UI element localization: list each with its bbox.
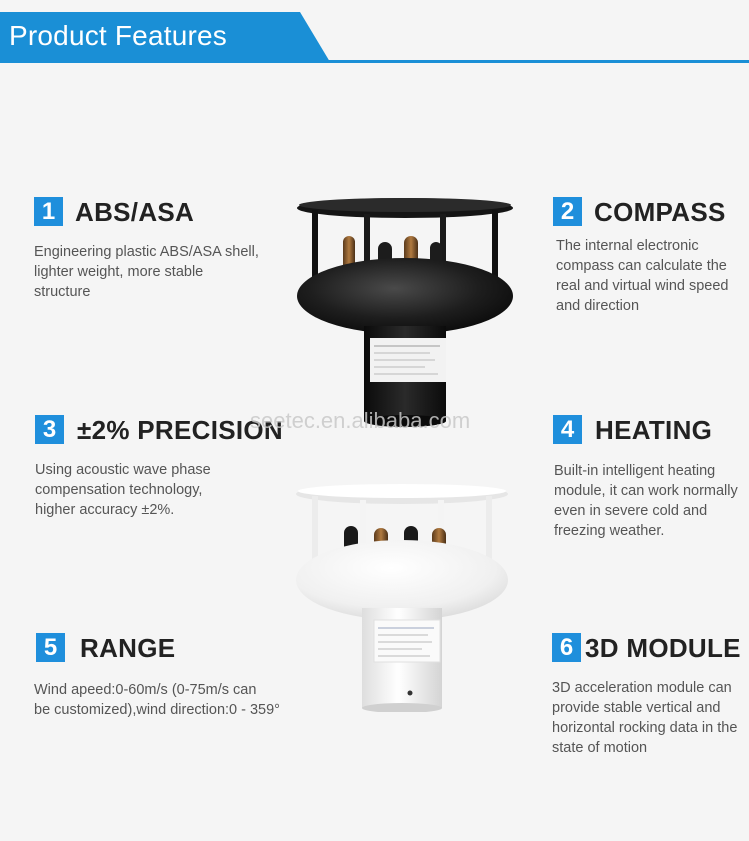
feature-description-line: Engineering plastic ABS/ASA shell, <box>34 244 259 260</box>
feature-title: ±2% PRECISION <box>77 415 283 445</box>
feature-description <box>34 242 284 302</box>
page-title: Product Features <box>9 20 227 51</box>
feature-description <box>552 678 749 758</box>
feature-number-badge: 5 <box>36 633 65 662</box>
feature-description <box>556 236 746 316</box>
watermark: seetec.en.alibaba.com <box>250 408 471 433</box>
white-ultrasonic-sensor-image <box>292 482 512 712</box>
feature-description-line: The internal electronic <box>556 238 699 254</box>
feature-description-line: and direction <box>556 298 640 314</box>
feature-number-badge: 6 <box>552 633 581 662</box>
feature-description-line: provide stable vertical and <box>552 700 721 716</box>
feature-description-line: Built-in intelligent heating <box>554 463 716 479</box>
feature-description <box>35 460 285 520</box>
feature-number-badge: 2 <box>553 197 582 226</box>
black-ultrasonic-sensor-image <box>290 196 520 428</box>
feature-title: HEATING <box>595 415 713 445</box>
feature-number-badge: 1 <box>34 197 63 226</box>
feature-description-line: Wind apeed:0-60m/s (0-75m/s can <box>34 682 257 698</box>
feature-description-line: real and virtual wind speed <box>556 278 729 294</box>
feature-description-line: even in severe cold and <box>554 503 708 519</box>
feature-title: ABS/ASA <box>75 197 195 227</box>
feature-description <box>554 461 749 541</box>
feature-number-badge: 4 <box>553 415 582 444</box>
feature-description-line: higher accuracy ±2%. <box>35 502 175 518</box>
feature-description-line: Using acoustic wave phase <box>35 462 211 478</box>
feature-title: 3D MODULE <box>585 633 741 663</box>
feature-description-line: 3D acceleration module can <box>552 680 732 696</box>
feature-title: RANGE <box>80 633 176 663</box>
feature-description-line: compensation technology, <box>35 482 203 498</box>
feature-description-line: horizontal rocking data in the <box>552 720 738 736</box>
feature-description-line: freezing weather. <box>554 523 665 539</box>
feature-description-line: compass can calculate the <box>556 258 727 274</box>
feature-description-line: be customized),wind direction:0 - 359° <box>34 702 280 718</box>
feature-description-line: lighter weight, more stable <box>34 264 204 280</box>
feature-description-line: state of motion <box>552 740 648 756</box>
feature-number-badge: 3 <box>35 415 64 444</box>
feature-description-line: structure <box>34 284 91 300</box>
feature-description-line: module, it can work normally <box>554 483 738 499</box>
feature-description <box>34 680 304 720</box>
feature-title: COMPASS <box>594 197 726 227</box>
